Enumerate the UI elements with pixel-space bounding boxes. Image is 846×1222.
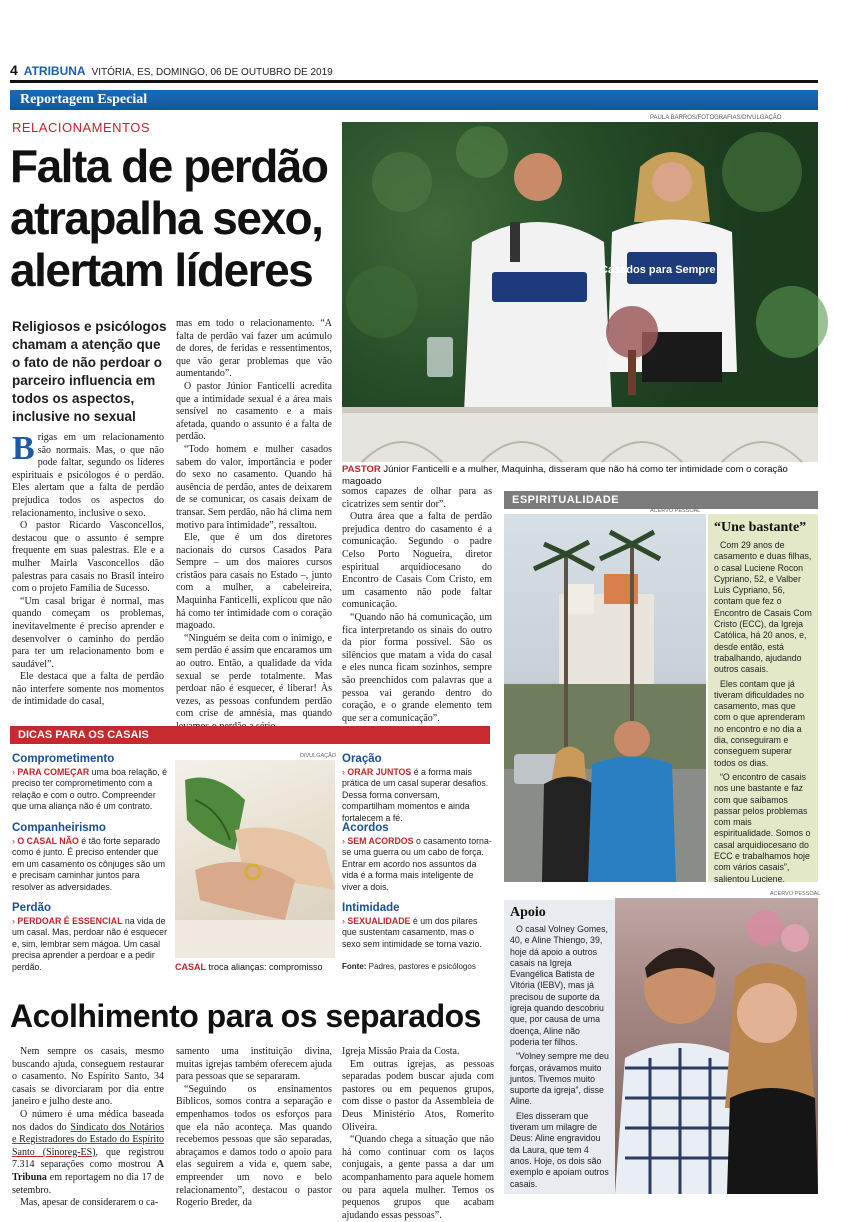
article-paragraph: Nem sempre os casais, mesmo buscando ajuda, conseguem restaurar o casamento. No Espírito Santo, 34 casais se divorciaram por dia entre janeiro e julho deste ano. [12, 1046, 164, 1108]
article-paragraph: O pastor Ricardo Vasconcellos, destacou que o assunto é sempre frequente em suas palestras. Ele e a mulher Mairla Vasconcellos dão palestras para casais no Brasil inteiro com o projeto Família de Sucesso. [12, 520, 164, 595]
dateline: VITÓRIA, ES, DOMINGO, 06 DE OUTUBRO DE 2019 [91, 67, 333, 78]
article-paragraph: “Todo homem e mulher casados sabem do valor, importância e poder do sexo no casamento. Quando há ausência de perdão, antes de deixarem de se comunicar, os casais deixam de transar. Sem perdão, não há clima nem motivo para intimidade”, ressaltou. [176, 443, 332, 531]
couple-stage-illustration [342, 122, 818, 462]
article-paragraph: Igreja Missão Praia da Costa. [342, 1046, 460, 1057]
couple-photo-palm-trees [504, 514, 706, 882]
tip-lead: O CASAL NÃO [17, 836, 79, 846]
couple-selfie-photo [615, 898, 818, 1194]
caption-text: Júnior Fanticelli e a mulher, Maquinha, disseram que não há como ter intimidade com o coração magoado [342, 464, 788, 487]
une-bastante-box [708, 514, 818, 882]
sinoreg-link[interactable]: Sindicato dos Notários e Registradores do Estado do Espírito Santo (Sinoreg-ES) [12, 1121, 164, 1158]
dicas-title: DICAS PARA OS CASAIS [18, 729, 149, 741]
tip-lead: SEM ACORDOS [347, 836, 414, 846]
article-text: O número é uma médica baseada nos dados do [12, 1108, 164, 1133]
tip-title: Comprometimento [12, 753, 115, 765]
box-paragraph: Com 29 anos de casamento e duas filhas, o casal Luciene Rocon Cypriano, 52, e Valber Luis Cypriano, 56, contam que fez o Encontro de Casais Com Cristo (ECC), da Igreja Católica, há 20 anos, e, desde então, está trabalhando, ajudando outros casais. [714, 540, 812, 675]
article-paragraph: samento uma instituição divina, muitas igrejas também oferecem ajuda para pessoas que se separaram. [176, 1046, 332, 1083]
tip-lead: ORAR JUNTOS [347, 767, 412, 777]
tip-title: Perdão [12, 902, 51, 914]
separados-column-3 [342, 1046, 494, 1222]
box-paragraph: O casal Volney Gomes, 40, e Aline Thiengo, 39, hoje dá apoio a outros casais na Igreja Evangélica Batista de Vitória (IEBV), mas já precisou de suporte da igreja quando descobriu que, por causa de uma doença, Aline não poderia ter filhos. [510, 924, 608, 1047]
tip-title: Companheirismo [12, 822, 106, 834]
caption-lead: PASTOR [342, 464, 381, 475]
kicker: RELACIONAMENTOS [12, 120, 151, 135]
main-photo [342, 122, 818, 462]
espiritualidade-bar [504, 491, 818, 509]
article-paragraph: “Quando não há comunicação, um fica interpretando os sinais do outro da pior forma possível. São os silêncios que matam a vida do casal e eles nunca ficam sozinhos, sempre são preenchidos com palavras que a pessoa vai gerando dentro do coração, e o grande elemento tem que ser a comunicação”. [342, 611, 492, 724]
source-label: Fonte: [342, 962, 367, 971]
article-paragraph: rigas em um relacionamento são normais. Mas, o que não pode faltar, segundo os líderes espirituais e psicólogos é o perdão. Eles alertam que a falta de perdão prejudica todos os aspectos do relacionamento, inclusive o sexo. [12, 432, 164, 519]
article-paragraph: “Quando chega a situação que não há como continuar com os laços conjugais, a gente passa a dar um acompanhamento para aquele homem ou para aquela mulher. Temos os pequenos grupos que acabam ajudando essas pessoas”. [342, 1134, 494, 1221]
tip-text: uma boa relação, é preciso ter comprometimento com a relação e com o outro. Compreender que uma aliança não é um contrato. [12, 767, 167, 812]
tip-title: Acordos [342, 822, 389, 834]
article-paragraph: “Seguindo os ensinamentos Bíblicos, somos contra a separação e empenhamos todos os esforços para que ela não aconteça. Mas quando recebemos pessoas que são separadas, abraçamos e damos todo o apoio para elas seguirem a vida e, quem sabe, empreender um novo e belo relacionamento”, destacou o pastor Rogerio Breder, da [176, 1083, 332, 1209]
separados-column-2 [176, 1046, 332, 1210]
tip-lead: PERDOAR É ESSENCIAL [17, 916, 123, 926]
headline: Falta de perdão atrapalha sexo, alertam líderes [10, 140, 328, 296]
article-paragraph: mas em todo o relacionamento. “A falta de perdão vai fazer um acúmulo de dores, de feridas e ressentimentos, que vão gerar problemas que vão aumentando”. [176, 318, 332, 380]
article-paragraph: Ele destaca que a falta de perdão não interfere somente nos momentos de intimidade do casal, [12, 671, 164, 708]
tip-block [342, 822, 492, 893]
tip-title: Intimidade [342, 902, 400, 914]
photo-credit: DIVULGAÇÃO [300, 753, 337, 759]
article-paragraph: Ele, que é um dos diretores nacionais do cursos Casados Para Sempre – um dos maiores cursos cristãos para casais no Estado –, junto com a mulher, a cabeleireira, Maquinha Fanticelli, explicou que não há como ter intimidade com o coração magoado. [176, 532, 332, 632]
tip-text: é a forma mais prática de um casal superar desafios. Dessa forma conversam, compartilham momentos e ainda fortalecem a fé. [342, 767, 489, 823]
dropcap: B [12, 430, 35, 467]
article-paragraph: Mas, apesar de considerarem o ca- [20, 1197, 159, 1209]
box-title: “Une bastante” [714, 520, 807, 535]
dicas-bar [10, 726, 490, 744]
couple-selfie-illustration [615, 898, 818, 1194]
tip-lead: SEXUALIDADE [347, 916, 411, 926]
rings-photo [175, 760, 335, 958]
article-text: , que registrou 7.314 separações como mostrou [12, 1146, 164, 1171]
arrow-icon: › [342, 836, 348, 846]
photo-credit: PAULA BARROS/FOTOGRAFIAS/DIVULGAÇÃO [650, 115, 782, 121]
tip-block [12, 902, 170, 973]
section-headline: Acolhimento para os separados [10, 998, 481, 1034]
tip-block [342, 753, 492, 824]
article-column-2 [176, 318, 332, 734]
tip-block [342, 902, 492, 950]
box-paragraph: “O encontro de casais nos une bastante e faz com que saibamos passar pelos problemas com mais espiritualidade. Somos o casal arquidiocesano do ECC e trabalhamos hoje com vários casais”, salientou Luciene. [714, 771, 811, 884]
article-paragraph: “Um casal brigar é normal, mas quando começam os problemas, inevitavelmente é preciso aprender e desenvolver o caminho do perdão para ter um relacionamento bom e saudável”. [12, 595, 164, 670]
arrow-icon: › [12, 916, 18, 926]
apoio-box [504, 900, 615, 1194]
tip-block [12, 822, 170, 893]
page-header [10, 62, 820, 82]
caption-lead: CASAL [175, 962, 206, 972]
box-title: Apoio [510, 905, 546, 920]
article-column-3 [342, 486, 492, 725]
article-paragraph: Em outras igrejas, as pessoas separadas podem buscar ajuda com pastores ou em pequenos grupos, com disse o pastor da Assembleia de Deus Ministério Atos, Romerito Oliveira. [342, 1058, 494, 1133]
tip-text: é um dos pilares que sustentam casamento, mas o sexo sem intimidade se torna vazio. [342, 916, 482, 949]
tip-title: Oração [342, 753, 382, 765]
tip-text: na vida de um casal. Mas, perdoar não é esquecer e, sim, lembrar sem mágoa. Um casal precisa aprender a perdoar e a pedir perdão. [12, 916, 168, 972]
arrow-icon: › [342, 916, 348, 926]
separados-column-1 [12, 1046, 164, 1210]
section-title: Reportagem Especial [20, 92, 148, 107]
article-paragraph: O pastor Júnior Fanticelli acredita que a intimidade sexual é a área mais sensível no casamento e a mais afetada, quando o assunto é a falta de perdão. [176, 380, 332, 443]
brand-mention: A Tribuna [12, 1159, 164, 1183]
deck: Religiosos e psicólogos chamam a atenção que o fato de não perdoar o parceiro influencia em todos os aspectos, inclusive no sexual [12, 319, 167, 424]
espiritualidade-title: ESPIRITUALIDADE [512, 494, 620, 506]
shirt-text: Casados para Sempre [600, 264, 716, 276]
article-paragraph: Outra área que a falta de perdão prejudica dentro do casamento é a comunicação. Segundo o padre Celso Porto Nogueira, diretor espiritual arquidiocesano do Encontro de Casais Com Cristo, em um casamento não pode faltar comunicação. [342, 511, 492, 611]
arrow-icon: › [342, 767, 348, 777]
tip-text: é tão forte separado como é junto. É preciso entender que em um casamento os cônjuges são um e precisam caminhar juntos para resolver as adversidades. [12, 836, 166, 892]
box-paragraph: “Volney sempre me deu forças, orávamos muito juntos. Tivemos muito suporte da igreja”, disse Aline. [510, 1051, 609, 1107]
brand-logo: ATRIBUNA [23, 64, 86, 78]
box-paragraph: Eles contam que já tiveram dificuldades no casamento, mas que com o que aprenderam no encontro e no dia a dia, conseguiram e conseguem superar todos os dias. [714, 678, 805, 768]
article-paragraph: somos capazes de olhar para as cicatrizes sem sentir dor”. [342, 486, 492, 510]
photo-credit: ACERVO PESSOAL [650, 508, 701, 514]
photo-credit: ACERVO PESSOAL [770, 891, 821, 897]
header-rule [10, 80, 818, 83]
arrow-icon: › [12, 836, 18, 846]
caption-text: troca alianças: compromisso [206, 962, 323, 972]
tip-block [12, 753, 170, 813]
source-note [342, 962, 476, 971]
article-text: em reportagem no dia 17 de setembro. [12, 1171, 164, 1196]
arrow-icon: › [12, 767, 18, 777]
article-paragraph: “Ninguém se deita com o inimigo, e sem perdão é assim que encaramos um ao outro. Então, a qualidade da vida sexual se perde totalmente. Mas perdoar não é esquecer, é liberar! Às vezes, as pessoas confundem perdão com crise de amnésia, mas quando [176, 632, 332, 720]
photo-caption [175, 962, 340, 972]
section-bar [10, 90, 818, 110]
tip-text: o casamento torna-se uma guerra ou um cabo de força. Entrar em acordo nos assuntos da vida é a forma mais inteligente de viver a dois. [342, 836, 492, 892]
tip-lead: PARA COMEÇAR [17, 767, 90, 777]
photo-caption [342, 464, 818, 488]
source-text: Padres, pastores e psicólogos [366, 962, 476, 971]
rings-illustration [175, 760, 335, 958]
article-column-1 [12, 432, 164, 709]
box-paragraph: Eles disseram que tiveram um milagre de Deus: Aline engravidou da Laura, que tem 4 anos. Hoje, os dois são exemplo e apoiam outros casais. [510, 1110, 609, 1189]
palm-trees-illustration [504, 514, 706, 882]
page-number: 4 [10, 62, 18, 78]
